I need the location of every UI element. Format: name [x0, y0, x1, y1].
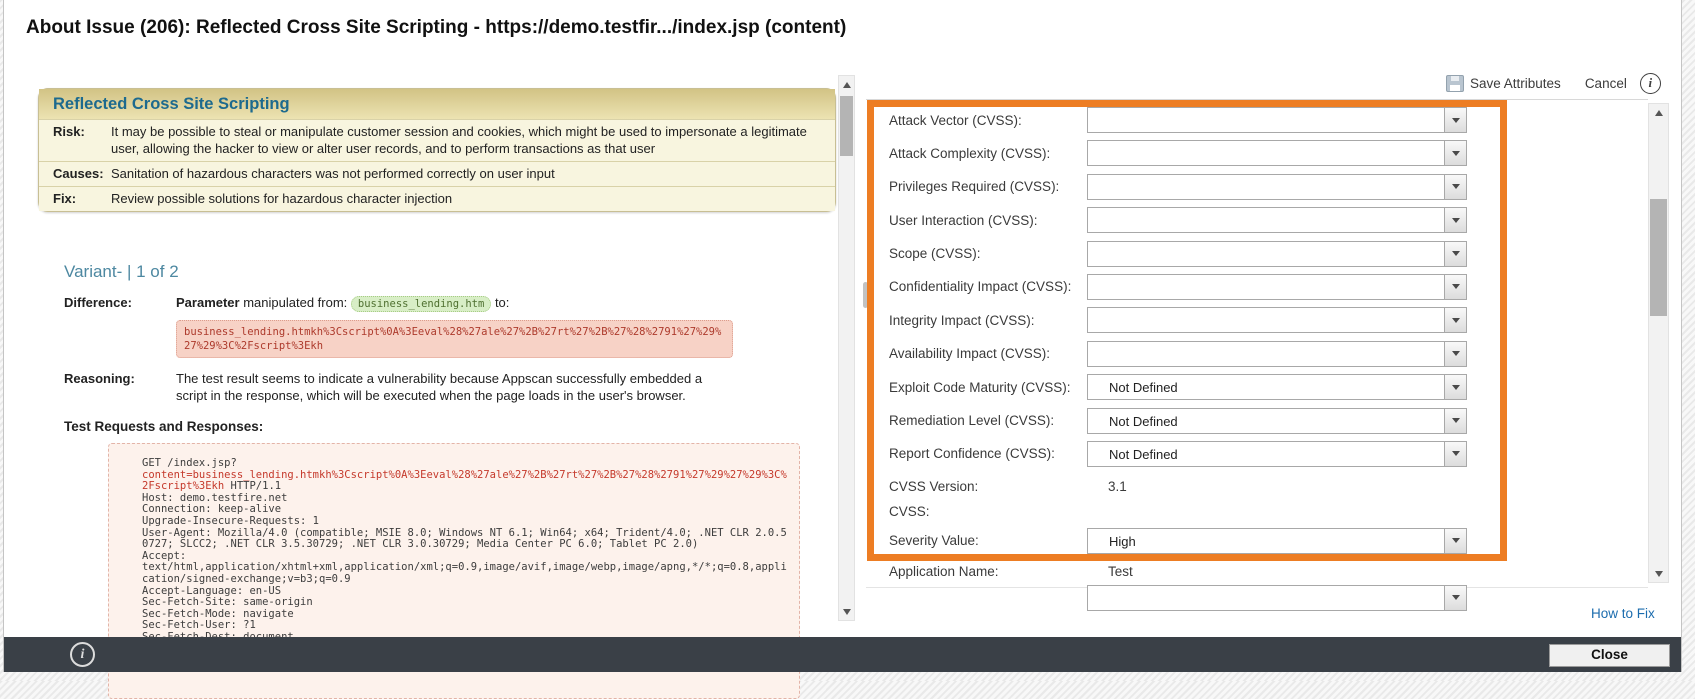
issue-row-text: It may be possible to steal or manipulate customer session and cookies, which might be used to impersonate a legitimate user, allowing the hacker to view or alter user records, and to perform transactions as that user	[111, 124, 807, 156]
chevron-down-icon[interactable]	[1444, 442, 1466, 466]
request-line: GET /index.jsp?	[142, 457, 237, 469]
scroll-down-icon[interactable]	[839, 604, 854, 619]
scroll-up-icon[interactable]	[839, 77, 854, 92]
request-header-line: Upgrade-Insecure-Requests: 1	[142, 514, 320, 527]
scope-value	[1088, 242, 1444, 266]
attack-complexity-control	[1087, 140, 1467, 166]
issue-details-panel	[34, 75, 840, 637]
save-attributes-label: Save Attributes	[1470, 75, 1561, 91]
issue-scrollbar-thumb[interactable]	[840, 96, 853, 156]
chevron-down-icon[interactable]	[1444, 275, 1466, 299]
attribute-row-exploit-code-maturity	[889, 374, 1648, 400]
application-name-control	[1087, 564, 1467, 579]
issue-row-label: Fix:	[53, 191, 77, 206]
attribute-row-attack-complexity	[889, 140, 1648, 166]
privileges-required-dropdown[interactable]	[1087, 174, 1467, 200]
scroll-up-icon[interactable]	[1649, 105, 1668, 120]
chevron-down-icon[interactable]	[1444, 208, 1466, 232]
difference-mid-text: manipulated from:	[239, 295, 351, 310]
confidentiality-impact-value	[1088, 275, 1444, 299]
issue-panel-scrollbar[interactable]	[838, 75, 855, 621]
scroll-down-icon[interactable]	[1649, 566, 1668, 581]
attack-url: content=business_lending.htmkh%3Cscript%0A%3Eeval%28%27ale%27%2B%27rt%27%2B%27%28%2791%27%29%27%29%3C%2Fscript%3Ekh	[142, 468, 787, 493]
attributes-scrollbar-thumb[interactable]	[1650, 199, 1667, 316]
issue-summary-row	[39, 161, 835, 186]
availability-impact-label: Availability Impact (CVSS):	[889, 346, 1051, 362]
info-icon[interactable]: i	[1640, 73, 1661, 94]
save-attributes-button[interactable]	[1446, 75, 1561, 92]
difference-suffix-text: to:	[491, 295, 510, 310]
chevron-down-icon[interactable]	[1444, 108, 1466, 132]
attribute-row-application-name	[889, 562, 1648, 582]
attack-vector-label: Attack Vector (CVSS):	[889, 112, 1022, 128]
next-field-clipped-control	[1087, 585, 1467, 611]
attribute-row-user-interaction	[889, 207, 1648, 233]
cvss-version-control	[1087, 479, 1467, 494]
chevron-down-icon[interactable]	[1444, 308, 1466, 332]
request-header-line: Accept-Language: en-US	[142, 584, 282, 597]
severity-value-label: Severity Value:	[889, 533, 979, 549]
integrity-impact-control	[1087, 307, 1467, 333]
test-requests-heading: Test Requests and Responses:	[64, 419, 264, 434]
chevron-down-icon[interactable]	[1444, 529, 1466, 553]
integrity-impact-label: Integrity Impact (CVSS):	[889, 312, 1035, 328]
request-header-line: text/html,application/xhtml+xml,application/xml;q=0.9,image/avif,image/webp,image/apng,*/*;q=0.8,application/signed-exchange;v=b3;q=0.9	[142, 561, 787, 585]
issue-row-text: Review possible solutions for hazardous character injection	[111, 191, 453, 206]
attribute-row-remediation-level	[889, 408, 1648, 434]
application-name-label: Application Name:	[889, 564, 999, 580]
attribute-row-privileges-required	[889, 174, 1648, 200]
issue-summary-row	[39, 119, 835, 161]
cancel-button[interactable]: Cancel	[1584, 75, 1627, 91]
request-header-line: Host: demo.testfire.net	[142, 491, 288, 504]
issue-summary-row	[39, 186, 835, 211]
severity-value-dropdown[interactable]	[1087, 528, 1467, 554]
request-headers	[142, 493, 791, 655]
difference-summary-line	[176, 294, 728, 313]
report-confidence-label: Report Confidence (CVSS):	[889, 446, 1055, 462]
issue-name-heading: Reflected Cross Site Scripting	[39, 89, 835, 119]
severity-value-control	[1087, 528, 1467, 554]
privileges-required-value	[1088, 175, 1444, 199]
attribute-row-availability-impact	[889, 341, 1648, 367]
user-interaction-dropdown[interactable]	[1087, 207, 1467, 233]
scope-label: Scope (CVSS):	[889, 246, 981, 262]
next-field-clipped-dropdown[interactable]	[1087, 585, 1467, 611]
cvss-version-label: CVSS Version:	[889, 479, 979, 495]
dialog-title: About Issue (206): Reflected Cross Site Scripting - https://demo.testfir.../index.jsp (content)	[26, 17, 847, 38]
request-header-line: User-Agent: Mozilla/4.0 (compatible; MSIE 8.0; Windows NT 6.1; Win64; x64; Trident/4.0; .NET CLR 2.0.50727; SLCC2; .NET CLR 3.5.30729; .NET CLR 3.0.30729; Media Center PC 6.0; Tablet PC 2.0)	[142, 526, 787, 551]
issue-row-label: Risk:	[53, 124, 85, 139]
dialog-footer-bar	[4, 637, 1681, 672]
attribute-row-cvss-version	[889, 477, 1648, 497]
integrity-impact-value	[1088, 308, 1444, 332]
attributes-actions-bar	[1446, 70, 1661, 96]
attribute-row-cvss-vector	[889, 502, 1648, 522]
next-field-clipped-value	[1088, 586, 1444, 610]
cvss-vector-label: CVSS:	[889, 504, 930, 520]
original-parameter-value: business_lending.htm	[351, 296, 491, 312]
request-header-line: Sec-Fetch-User: ?1	[142, 619, 256, 632]
chevron-down-icon[interactable]	[1444, 375, 1466, 399]
chevron-down-icon[interactable]	[1444, 409, 1466, 433]
variant-heading: Variant- | 1 of 2	[64, 262, 179, 281]
attack-complexity-dropdown[interactable]	[1087, 140, 1467, 166]
request-header-line: Connection: keep-alive	[142, 503, 282, 516]
manipulated-parameter-value: business_lending.htmkh%3Cscript%0A%3Eeval%28%27ale%27%2B%27rt%27%2B%27%28%2791%27%29%27%29%3C%2Fscript%3Ekh	[176, 320, 733, 358]
user-interaction-control	[1087, 207, 1467, 233]
privileges-required-label: Privileges Required (CVSS):	[889, 179, 1060, 195]
difference-label: Difference:	[64, 295, 132, 310]
report-confidence-value: Not Defined	[1109, 446, 1178, 462]
reasoning-text: The test result seems to indicate a vulnerability because Appscan successfully embedded a script in the response, which will be executed when the page loads in the user's browser.	[176, 371, 703, 403]
request-protocol: HTTP/1.1	[224, 480, 282, 493]
issue-row-label: Causes:	[53, 166, 104, 181]
user-interaction-value	[1088, 208, 1444, 232]
chevron-down-icon[interactable]	[1444, 586, 1466, 610]
attribute-row-integrity-impact	[889, 307, 1648, 333]
about-issue-dialog	[3, 0, 1682, 672]
exploit-code-maturity-value: Not Defined	[1109, 380, 1178, 396]
scope-control	[1087, 241, 1467, 267]
cvss-version-value: 3.1	[1108, 479, 1127, 495]
confidentiality-impact-control	[1087, 274, 1467, 300]
report-confidence-dropdown[interactable]	[1087, 441, 1467, 467]
attack-vector-control	[1087, 107, 1467, 133]
attack-complexity-value	[1088, 141, 1444, 165]
difference-content	[176, 294, 728, 358]
request-header-line: Sec-Fetch-Site: same-origin	[142, 596, 313, 609]
attack-vector-value	[1088, 108, 1444, 132]
remediation-level-label: Remediation Level (CVSS):	[889, 413, 1055, 429]
chevron-down-icon[interactable]	[1444, 175, 1466, 199]
integrity-impact-dropdown[interactable]	[1087, 307, 1467, 333]
exploit-code-maturity-dropdown[interactable]	[1087, 374, 1467, 400]
report-confidence-control	[1087, 441, 1467, 467]
exploit-code-maturity-control	[1087, 374, 1467, 400]
remediation-level-value: Not Defined	[1109, 413, 1178, 429]
reasoning-row	[64, 370, 840, 404]
attribute-row-scope	[889, 241, 1648, 267]
remediation-level-dropdown[interactable]	[1087, 408, 1467, 434]
confidentiality-impact-dropdown[interactable]	[1087, 274, 1467, 300]
close-button[interactable]: Close	[1549, 644, 1670, 667]
availability-impact-value	[1088, 342, 1444, 366]
chevron-down-icon[interactable]	[1444, 141, 1466, 165]
availability-impact-control	[1087, 341, 1467, 367]
remediation-level-control	[1087, 408, 1467, 434]
attributes-rows	[866, 107, 1648, 611]
application-name-value: Test	[1108, 564, 1133, 580]
exploit-code-maturity-label: Exploit Code Maturity (CVSS):	[889, 379, 1071, 395]
privileges-required-control	[1087, 174, 1467, 200]
difference-row	[64, 294, 840, 358]
attribute-row-confidentiality-impact	[889, 274, 1648, 300]
availability-impact-dropdown[interactable]	[1087, 341, 1467, 367]
reasoning-label: Reasoning:	[64, 371, 135, 386]
attributes-form	[866, 99, 1648, 588]
chevron-down-icon[interactable]	[1444, 242, 1466, 266]
how-to-fix-link[interactable]: How to Fix	[1591, 606, 1655, 621]
attribute-row-next-field-clipped	[889, 585, 1648, 611]
issue-summary-box	[38, 88, 836, 212]
footer-info-icon[interactable]: i	[70, 642, 95, 667]
scope-dropdown[interactable]	[1087, 241, 1467, 267]
attack-complexity-label: Attack Complexity (CVSS):	[889, 145, 1051, 161]
issue-summary-rows	[39, 119, 835, 211]
confidentiality-impact-label: Confidentiality Impact (CVSS):	[889, 279, 1072, 295]
attack-vector-dropdown[interactable]	[1087, 107, 1467, 133]
save-icon	[1446, 75, 1464, 92]
request-header-line: Accept:	[142, 549, 187, 562]
attribute-row-severity-value	[889, 528, 1648, 554]
severity-value-value: High	[1109, 533, 1136, 549]
difference-term: Parameter	[176, 295, 240, 310]
user-interaction-label: User Interaction (CVSS):	[889, 212, 1038, 228]
attributes-panel-scrollbar[interactable]	[1648, 103, 1669, 583]
attribute-row-attack-vector	[889, 107, 1648, 133]
issue-row-text: Sanitation of hazardous characters was not performed correctly on user input	[111, 166, 555, 181]
request-header-line: Sec-Fetch-Mode: navigate	[142, 607, 294, 620]
attribute-row-report-confidence	[889, 441, 1648, 467]
chevron-down-icon[interactable]	[1444, 342, 1466, 366]
request-attack-line	[142, 470, 791, 493]
